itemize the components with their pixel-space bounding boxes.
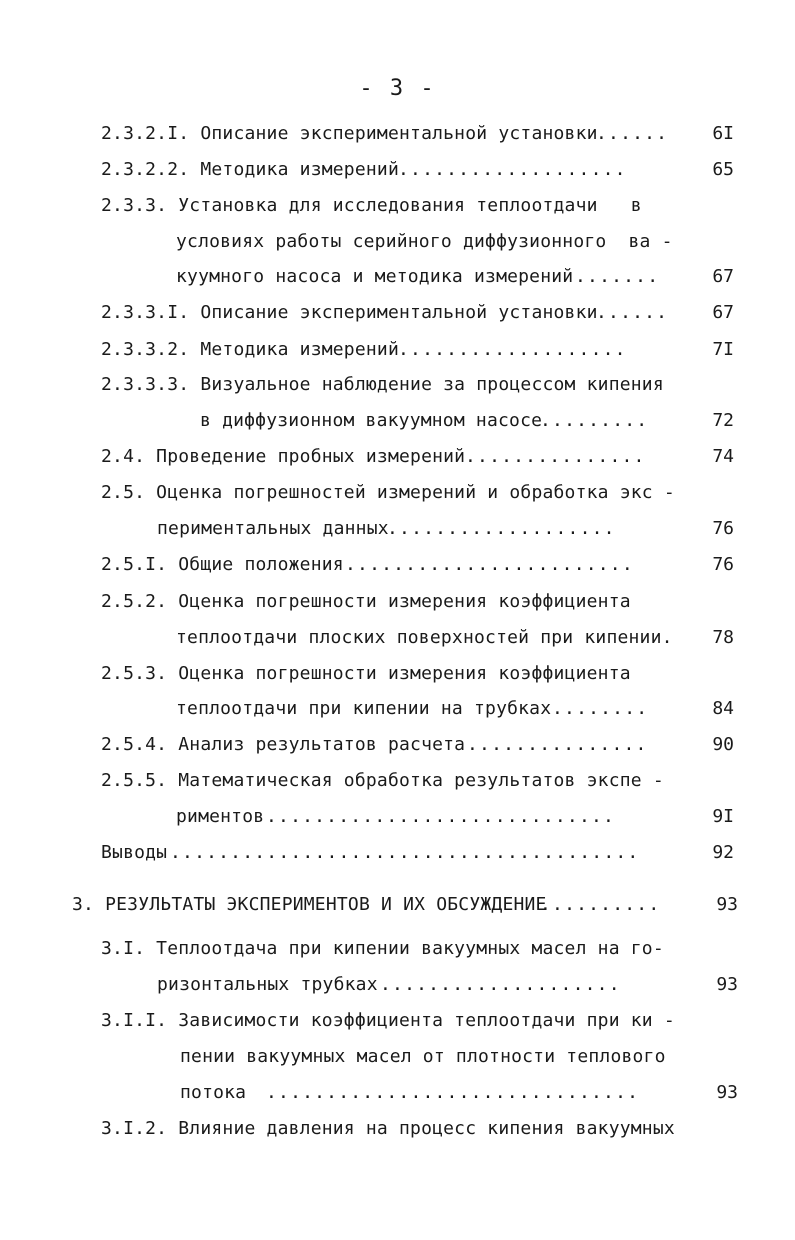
toc-entry-text: 2.5.4. Анализ результатов расчета: [101, 734, 466, 755]
toc-entry-text: 2.5.3. Оценка погрешности измерения коэффициента: [101, 663, 631, 684]
toc-leader-dots: .............................: [266, 806, 616, 827]
toc-page-number: 93: [716, 1082, 738, 1103]
toc-page-number: 92: [712, 842, 734, 863]
toc-page-number: 67: [712, 266, 734, 287]
toc-page-number: 90: [712, 734, 734, 755]
toc-entry-text: 2.3.2.2. Методика измерений: [101, 159, 399, 180]
toc-entry-text: ризонтальных трубках: [157, 974, 378, 995]
toc-entry-text: 2.5.2. Оценка погрешности измерения коэффициента: [101, 591, 631, 612]
toc-leader-dots: .........: [540, 410, 649, 431]
toc-entry-text: пении вакуумных масел от плотности теплового: [180, 1046, 666, 1067]
toc-leader-dots: ......: [596, 302, 668, 323]
toc-leader-dots: ...............: [467, 734, 648, 755]
toc-page-number: 93: [716, 974, 738, 995]
toc-entry-text: потока: [180, 1082, 247, 1103]
toc-entry-text: 2.3.3.2. Методика измерений: [101, 339, 399, 360]
toc-leader-dots: ...................: [387, 518, 616, 539]
toc-entry-text: условиях работы серийного диффузионного ва -: [176, 231, 673, 252]
toc-leader-dots: ....................: [380, 974, 621, 995]
toc-page-number: 9I: [712, 806, 734, 827]
toc-entry-text: Выводы: [101, 842, 168, 863]
toc-leader-dots: ......: [596, 123, 668, 144]
toc-leader-dots: .......................................: [170, 842, 640, 863]
toc-page-number: 84: [712, 698, 734, 719]
toc-entry-text: теплоотдачи при кипении на трубках: [176, 698, 552, 719]
toc-leader-dots: ...............................: [266, 1082, 640, 1103]
toc-entry-text: 2.4. Проведение пробных измерений: [101, 446, 466, 467]
toc-leader-dots: ...................: [398, 159, 627, 180]
toc-entry-text: 3.I. Теплоотдача при кипении вакуумных масел на го-: [101, 938, 664, 959]
toc-entry-text: периментальных данных: [157, 518, 389, 539]
page-number: - 3 -: [359, 76, 436, 101]
toc-leader-dots: ........................: [345, 554, 634, 575]
toc-entry-text: 2.5. Оценка погрешностей измерений и обработка экс -: [101, 482, 675, 503]
toc-entry-text: теплоотдачи плоских поверхностей при кипении.: [176, 627, 673, 648]
toc-entry-text: 2.5.I. Общие положения: [101, 554, 344, 575]
toc-chapter-heading: 3. РЕЗУЛЬТАТЫ ЭКСПЕРИМЕНТОВ И ИХ ОБСУЖДЕНИЕ: [72, 894, 547, 915]
toc-entry-text: риментов: [176, 806, 265, 827]
toc-entry-text: 3.I.I. Зависимости коэффициента теплоотдачи при ки -: [101, 1010, 675, 1031]
toc-page-number: 93: [716, 894, 738, 915]
toc-entry-text: 2.3.2.I. Описание экспериментальной установки: [101, 123, 598, 144]
toc-entry-text: 2.3.3.3. Визуальное наблюдение за процессом кипения: [101, 374, 664, 395]
toc-page-number: 76: [712, 554, 734, 575]
toc-page-number: 6I: [712, 123, 734, 144]
toc-page-number: 65: [712, 159, 734, 180]
toc-page-number: 72: [712, 410, 734, 431]
toc-leader-dots: ...................: [398, 339, 627, 360]
toc-leader-dots: ...............: [465, 446, 646, 467]
toc-entry-text: 3.I.2. Влияние давления на процесс кипения вакуумных: [101, 1118, 675, 1139]
toc-page-number: 74: [712, 446, 734, 467]
toc-leader-dots: .......: [575, 266, 660, 287]
toc-page-number: 78: [712, 627, 734, 648]
toc-leader-dots: ........: [552, 698, 649, 719]
toc-entry-text: в диффузионном вакуумном насосе: [200, 410, 543, 431]
toc-entry-text: 2.3.3. Установка для исследования теплоотдачи в: [101, 195, 642, 216]
toc-leader-dots: ..........: [540, 894, 661, 915]
toc-page-number: 67: [712, 302, 734, 323]
toc-page-number: 7I: [712, 339, 734, 360]
toc-entry-text: куумного насоса и методика измерений: [176, 266, 574, 287]
toc-page-number: 76: [712, 518, 734, 539]
toc-entry-text: 2.3.3.I. Описание экспериментальной установки: [101, 302, 598, 323]
toc-entry-text: 2.5.5. Математическая обработка результатов экспе -: [101, 770, 664, 791]
